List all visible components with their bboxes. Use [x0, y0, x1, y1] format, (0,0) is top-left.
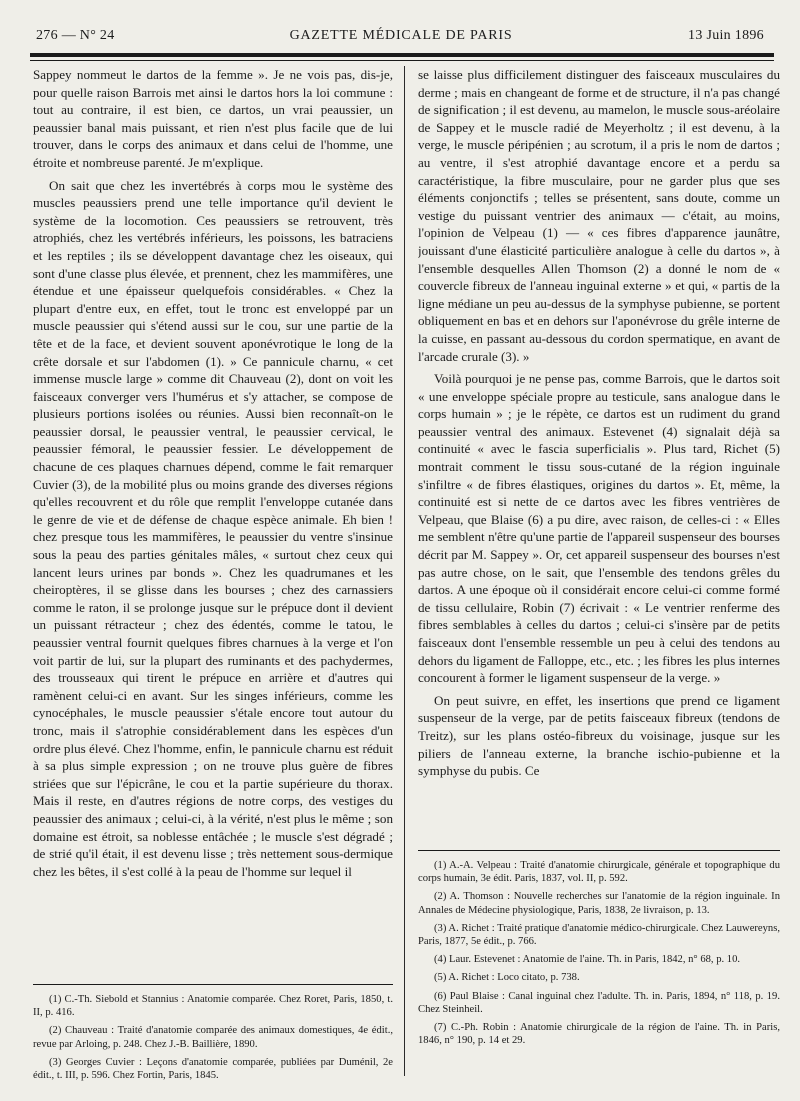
- header-rule-thick: [30, 53, 774, 57]
- footnote: (1) C.-Th. Siebold et Stannius : Anatomie comparée. Chez Roret, Paris, 1850, t. II, p. 416.: [33, 994, 393, 1019]
- right-column: [418, 66, 780, 1052]
- column-divider: [404, 66, 405, 1076]
- page-header: [30, 24, 772, 52]
- paragraph: On sait que chez les invertébrés à corps mou le système des muscles peaussiers prend une telle importance qu'il devient le système de la locomotion. Ces peaussiers se retrouvent, très atrophiés, chez les vertébrés inférieurs, les poissons, les batraciens et les reptiles ; ils se développent davantage chez les oiseaux, qui sont d'une classe plus élevée, et prennent, chez les mammifères, une étendue et une épaisseur quelquefois considérables. « Chez la plupart d'entre eux, en effet, tout le tronc est enveloppé par un muscle peaussier qui s'étend aussi sur le cou, sur une partie de la tête et de la face, et devient souvent aponévrotique le long de la crête dorsale et sur l'abdomen (1). » Ce pannicule charnu, « cet immense muscle large » comme dit Chauveau (2), dont on voit les faisceaux converger vers l'humérus et s'y attacher, se compose de plusieurs portions isolées ou réunies. Aussi bien reconnaît-on le peaussier dorsal, le peaussier ventral, le peaussier cervical, le peaussier fémoral, le peaussier fessier. Le développement de chacune de ces plaques charnues dépend, comme le fait remarquer Cuvier (3), de la mobilité plus ou moins grande des diverses régions qu'elles recouvrent et du rôle que remplit l'enveloppe cutanée dans le genre de vie et de défense de chaque espèce animale. Eh bien ! chez presque tous les mammifères, le peaussier du ventre s'insinue sous la peau des parties génitales mâles, « surtout chez ceux qui lancent leurs urines par bonds ». Chez les quadrumanes et les cheiroptères, il se glisse dans les bourses ; chez des carnassiers comme le raton, il se prolonge jusque sur le prépuce dont il devient un puissant rétracteur ; chez des édentés, comme le tatou, le peaussier ventral fournit quelques fibres charnues à la verge et l'on voit partir de lui, sur la plupart des ruminants et des pachydermes, des trousseaux qui tirent le prépuce en arrière et d'autres qui ramènent celui-ci en avant. Sur les singes inférieurs, comme les cynocéphales, le muscle peaussier s'étale encore tout autour du tronc, mais il s'atrophie considérablement dans les espèces d'un ordre plus élevé. Chez l'homme, enfin, le pannicule charnu est réduit à sa plus simple expression ; on ne trouve plus guère de fibres striées que sur l'épicrâne, le cou et la partie supérieure du thorax. Mais il reste, en d'autres régions de notre corps, des vestiges du peaussier des animaux ; celui-ci, à la vérité, n'est plus le même ; son domaine est étroit, sa noblesse entâchée ; le muscle s'est dégradé ; de strié qu'il était, il est devenu lisse ; très nettement sous-dermique chez les bêtes, il s'est collé à la peau de l'homme sur lequel il: [33, 177, 393, 879]
- footnote: (5) A. Richet : Loco citato, p. 738.: [434, 972, 580, 984]
- journal-title: GAZETTE MÉDICALE DE PARIS: [289, 28, 513, 43]
- header-rule-thin: [30, 60, 774, 61]
- right-footnotes: [418, 859, 780, 1047]
- paragraph: Voilà pourquoi je ne pense pas, comme Barrois, que le dartos soit « une enveloppe spéciale propre au testicule, sans analogue dans le corps humain » ; je le répète, ce dartos est un rudiment du grand peaussier ventral des animaux. Estevenet (4) signalait déjà sa continuité « avec le fascia superficialis ». Plus tard, Richet (5) montrait comment le tissu sous-cutané de la région inguinale s'infiltre « de fibres élastiques, origines du dartos ». Et, même, la continuité est si nette de ce dartos avec les fibres ventrières de Velpeau, que Blaise (6) a pu dire, avec raison, de celles-ci : « Elles me semblent n'être qu'une partie de l'appareil suspenseur des bourses décrit par M. Sappey ». Or, cet appareil suspenseur des bourses n'est pas autre chose, on le sait, que l'ensemble des tendons grêles du dartos. A une époque où il considérait encore celui-ci comme formé de tissu cellulaire, Robin (7) écrivait : « Le ventrier renferme des fibres semblables à celles du dartos ; celui-ci s'insère par de petits faisceaux dont l'ensemble ressemble un peu à celui des tendons au dehors du ligament de Falloppe, etc., etc. ; les fibres les plus internes concourent à former le ligament suspenseur de la verge. »: [418, 371, 780, 686]
- footnote-rule: [418, 850, 780, 851]
- paragraph: Sappey nommeut le dartos de la femme ». Je ne vois pas, dis-je, pour quelle raison Barrois met ainsi le dartos hors la loi commune : tout au contraire, il est bien, ce dartos, un vrai peaussier, un peaussier banal mais puissant, et rien n'est plus facile que de lui trouver, dans le corps des animaux et dans celui de l'homme, une étroite et nombreuse parenté. Je m'explique.: [33, 67, 393, 170]
- left-footnotes: [33, 993, 393, 1082]
- paragraph: se laisse plus difficilement distinguer des faisceaux musculaires du derme ; mais en changeant de forme et de structure, il n'a pas changé de signification ; il est devenu, au mamelon, le muscle sous-aréolaire de Sappey et le muscle radié de Meyerholtz ; il est devenu, à la verge, le muscle péripénien ; au scrotum, il a pris le nom de dartos ; au ventre, il s'est atrophié davantage encore et a perdu sa caractéristique, la fibre musculaire, pour ne garder plus que ses éléments conjonctifs ; telles se présentent, sans doute, comme un vestige du puissant ventrier des animaux — c'était, au moins, l'opinion de Velpeau (1) — « ces fibres d'apparence jaunâtre, jouissant d'une élasticité particulière analogue à celle du dartos », à l'ensemble desquelles Allen Thomson (2) a donné le nom de « couvercle fibreux de l'anneau inguinal externe » et qui, « partis de la ligne médiane un peu au-dessus de la symphyse pubienne, se portent obliquement en bas et en dehors sur l'aponévrose du grêle interne de la cuisse, en passant au-dessous du cordon spermatique, en avant de l'arcade crurale (3). »: [418, 67, 780, 364]
- footnote: (6) Paul Blaise : Canal inguinal chez l'adulte. Th. in. Paris, 1894, n° 118, p. 19. Chez Steinheil.: [418, 990, 780, 1015]
- footnote: (1) A.-A. Velpeau : Traité d'anatomie chirurgicale, générale et topographique du corps humain, 3e édit. Paris, 1837, vol. II, p. 592.: [418, 860, 780, 885]
- right-body: [418, 66, 780, 840]
- issue-date: 13 Juin 1896: [688, 28, 764, 43]
- footnote-rule: [33, 984, 393, 985]
- footnote: (3) A. Richet : Traité pratique d'anatomie médico-chirurgicale. Chez Lauwereyns, Paris, 1877, 5e édit., p. 766.: [418, 922, 780, 948]
- footnote: (2) A. Thomson : Nouvelle recherches sur l'anatomie de la région inguinale. In Annales de Médecine physiologique, Paris, 1838, 2e livraison, p. 13.: [418, 891, 780, 916]
- footnote: (7) C.-Ph. Robin : Anatomie chirurgicale de la région de l'aine. Th. in Paris, 1846, n° 190, p. 14 et 29.: [418, 1022, 780, 1047]
- paragraph: On peut suivre, en effet, les insertions que prend ce ligament suspenseur de la verge, par de petits faisceaux fibreux (tendons de Treitz), sur les plans ostéo-fibreux du voisinage, jusque sur les piliers de l'anneau externe, la branche ischio-pubienne et la symphyse du pubis. Ce: [418, 692, 780, 779]
- left-body: [33, 66, 393, 974]
- footnote: (2) Chauveau : Traité d'anatomie comparée des animaux domestiques, 4e édit., revue par Arloing, p. 248. Chez J.-B. Baillière, 1890.: [33, 1025, 393, 1050]
- left-column: [33, 66, 393, 1087]
- footnote: (3) Georges Cuvier : Leçons d'anatomie comparée, publiées par Duménil, 2e édit., t. III, p. 596. Chez Fortin, Paris, 1845.: [33, 1056, 393, 1082]
- footnote: (4) Laur. Estevenet : Anatomie de l'aine. Th. in Paris, 1842, n° 68, p. 10.: [434, 954, 741, 966]
- page-number: 276 — N° 24: [36, 28, 115, 43]
